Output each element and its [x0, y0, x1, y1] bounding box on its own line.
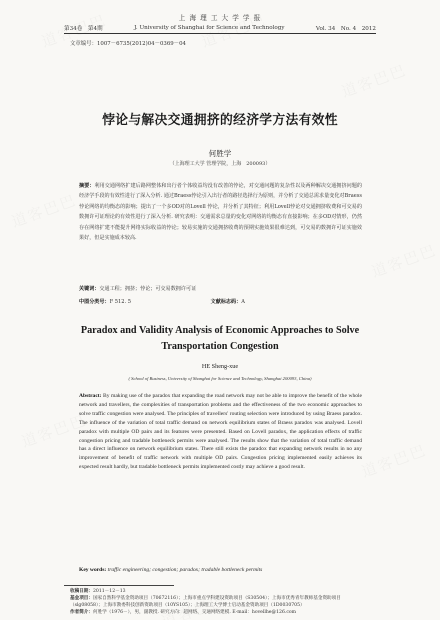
clc-value: F 512. 5	[109, 299, 131, 305]
affiliation-cn: （上海理工大学 管理学院，上海 200093）	[169, 161, 271, 167]
keywords-cn	[79, 285, 362, 292]
author-bio-text: 何胜学（1976－），男，副教授. 研究方向：超网络、交通网络建模. E-mail：hovellhe@126.com	[92, 610, 297, 615]
doc-code-value: A	[241, 299, 245, 305]
running-header	[64, 22, 376, 33]
author-en: HE Sheng-xue	[201, 363, 239, 370]
footnote-rule	[64, 585, 174, 586]
received-date: 2011－12－13	[92, 589, 126, 594]
footnote-fund	[70, 595, 370, 609]
received-label: 收稿日期：	[70, 589, 93, 594]
abstract-cn	[79, 181, 362, 243]
author-cn: 何胜学	[208, 149, 232, 158]
footnote-received	[70, 588, 370, 595]
article-number: 文章编号：1007－6735(2012)04－0369－04	[70, 41, 186, 47]
header-rule	[64, 33, 376, 34]
abstract-cn-label: 摘要：	[79, 183, 95, 189]
title-en: Paradox and Validity Analysis of Economic Approaches to Solve Transportation Congestion	[80, 325, 360, 352]
journal-name-cn: 上 海 理 工 大 学 学 报	[178, 14, 262, 22]
title-cn: 悖论与解决交通拥挤的经济学方法有效性	[102, 113, 338, 128]
footnote-author	[70, 609, 370, 616]
doc-code-label: 文献标志码：	[210, 299, 242, 305]
classification-line	[79, 298, 245, 305]
clc-label: 中图分类号：	[79, 299, 110, 305]
abstract-en-text: By making use of the paradox that expanding the road network may not be able to improve the benefit of the whole network and travellers, the complexities of transportation problems and the effectiveness of the two economic approaches to solve traffic congestion were analysed. The principles of travellers' routing selection were introduced by using Braess paradox. The influence of the variation of total traffic demand on network equilibrium states of Braess paradox was analysed. Lovell paradox with multiple OD pairs and its features were presented. Based on Lovell paradox, the application effects of traffic congestion pricing and tradable bottleneck permits were analysed. The results show that the variation of total traffic demand has a direct influence on network equilibrium states. There still exists the paradox that expanding network results in no any improvement of benefit of traffic network with multiple OD pairs. Congestion pricing implemented easily achieves its expected result hardly, but tradable bottleneck permits implemented costly may achieve a good result.	[79, 393, 362, 471]
keywords-cn-text: 交通工程；拥挤；悖论；可交易数拥许可证	[99, 286, 197, 292]
journal-name-en: J. University of Shanghai for Science and Technology	[134, 24, 285, 31]
fund-text: 国家自然科学基金资助项目（70672116）；上海市重点学科建设资助项目（S30504）；上海市优秀青年教师基金资助项目（slg08058）；上海市教委科技创新资助项目（10YS105）；上海理工大学博士启动基金资助项目（1D0030705）	[70, 596, 341, 608]
keywords-cn-label: 关键词：	[79, 286, 100, 292]
keywords-en	[79, 567, 362, 573]
fund-label: 基金项目：	[70, 596, 93, 601]
abstract-en	[79, 392, 362, 472]
keywords-en-text: traffic engineering; congestion; paradox; tradable bottleneck permits	[107, 567, 263, 573]
author-bio-label: 作者简介：	[70, 610, 93, 615]
affiliation-en: ( School of Business, University of Shanghai for Science and Technology, Shanghai 200093, China)	[128, 376, 312, 381]
volume-issue-en: Vol. 34 No. 4 2012	[315, 25, 376, 32]
abstract-en-label: Abstract:	[79, 393, 102, 399]
volume-issue-cn: 第34卷 第4期	[64, 25, 103, 32]
keywords-en-label: Key words:	[79, 567, 107, 573]
abstract-cn-text: 利用交通网络扩建后路网整体和出行者个体收益均没有改善的悖论，对交通问题的复杂性以及两种解决交通拥挤问题的经济学手段的有效性进行了深入分析. 通过Braess悖论引入出行者的路径选择行为原则，并分析了交通总需求量变化对Braess悖论网络的均衡态的影响；提出了一个多OD对的Lovell 悖论，并分析了其特征；利用Lovell悖论对交通拥挤收费和可交易的数拥许可证理论的有效性进行了深入分析. 研究表明：交通需求总量的变化对网络的均衡态有直接影响；在多OD对情形，仍然存在网络扩建不能提升网络实际收益的悖论；较易实施的交通拥挤收费的预期实施效果很难达到，可交易的数拥许可证实施效果好，但是实施成本较高.	[79, 183, 362, 242]
